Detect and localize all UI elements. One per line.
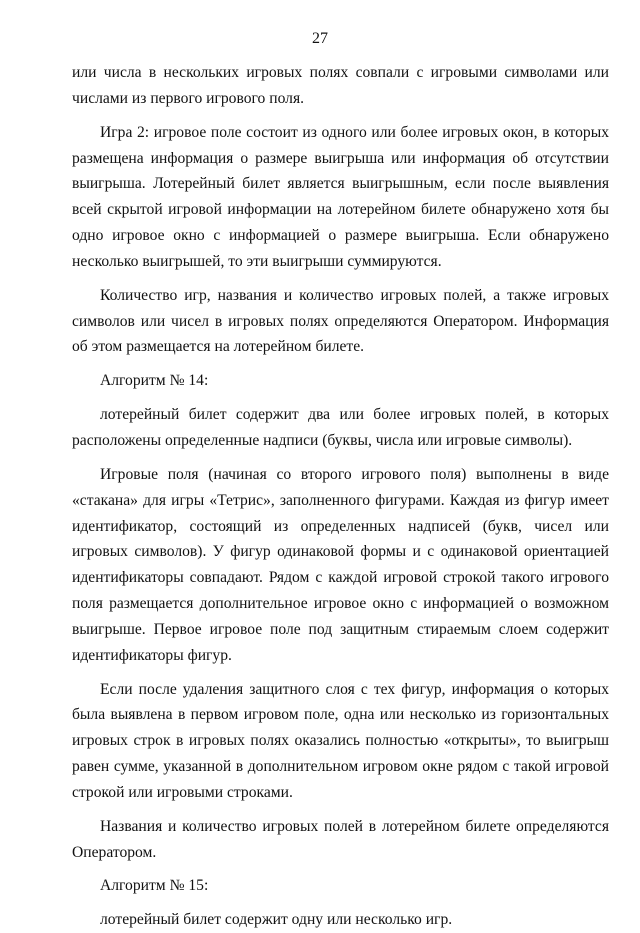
- paragraph-game-2: Игра 2: игровое поле состоит из одного или более игровых окон, в которых размещена информация о размере выигрыша или информация об отсутствии выигрыша. Лотерейный билет является выигрышным, если после выявления всей скрытой игровой информации на лотерейном билете обнаружено хотя бы одно игровое окно с информацией о размере выигрыша. Если обнаружено несколько выигрышей, то эти выигрыши суммируются.: [72, 123, 609, 270]
- page-number: 27: [312, 30, 328, 47]
- paragraph-game-count: Количество игр, названия и количество игровых полей, а также игровых символов или чисел в игровых полях определяются Оператором. Информация об этом размещается на лотерейном билете.: [72, 286, 609, 356]
- algorithm-14-heading: Алгоритм № 14:: [100, 372, 209, 390]
- paragraph-algorithm-15-ticket: лотерейный билет содержит одну или несколько игр.: [100, 911, 453, 929]
- algorithm-15-heading: Алгоритм № 15:: [100, 877, 209, 895]
- document-body: [72, 60, 609, 933]
- paragraph-tetris-fields: Игровые поля (начиная со второго игрового поля) выполнены в виде «стакана» для игры «Тетрис», заполненного фигурами. Каждая из фигур имеет идентификатор, состоящий из определенных надписей (букв, чисел или игровых символов). У фигур одинаковой формы и с одинаковой ориентацией идентификаторы совпадают. Рядом с каждой игровой строкой такого игрового поля размещается дополнительное игровое окно с информацией о возможном выигрыше. Первое игровое поле под защитным стираемым слоем содержит идентификаторы фигур.: [72, 465, 609, 664]
- paragraph-algorithm-14-ticket: лотерейный билет содержит два или более игровых полей, в которых расположены определенные надписи (буквы, числа или игровые символы).: [72, 406, 609, 449]
- paragraph-operator: Названия и количество игровых полей в лотерейном билете определяются Оператором.: [72, 817, 609, 861]
- paragraph-continuation: или числа в нескольких игровых полях совпали с игровыми символами или числами из первого игрового поля.: [72, 64, 609, 107]
- paragraph-win-condition: Если после удаления защитного слоя с тех фигур, информация о которых была выявлена в первом игровом поле, одна или несколько из горизонтальных игровых строк в игровых полях оказались полностью «открыты», то выигрыш равен сумме, указанной в дополнительном игровом окне рядом с такой игровой строкой или игровыми строками.: [72, 680, 609, 801]
